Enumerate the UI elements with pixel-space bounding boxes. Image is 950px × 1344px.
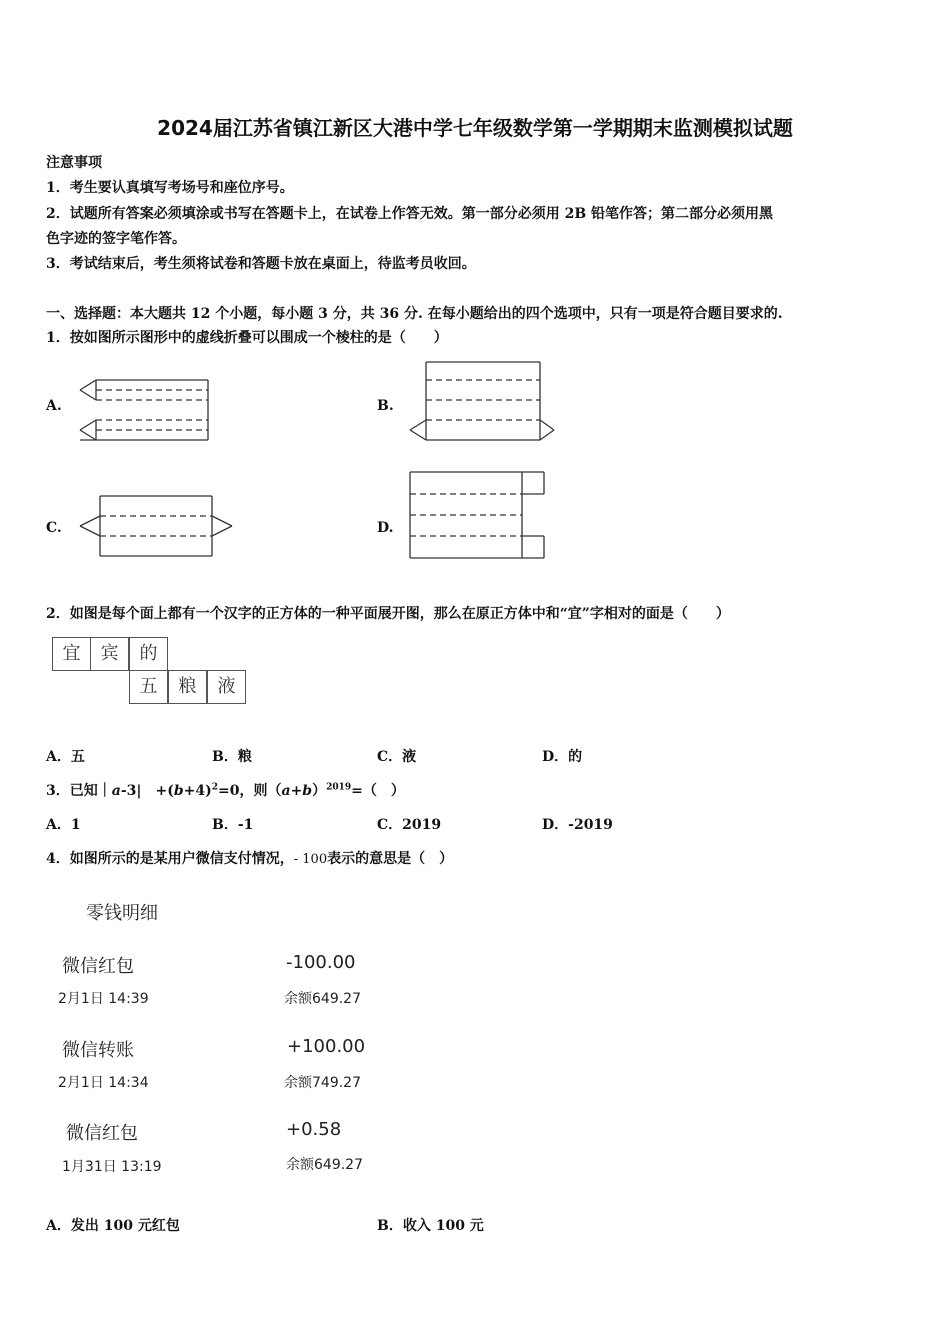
- wechat-row-1-amount: -100.00: [286, 952, 356, 973]
- wechat-row-3-name: 微信红包: [66, 1123, 138, 1144]
- q3-option-b: B．-1: [212, 817, 254, 833]
- q1-stem: 1．按如图所示图形中的虚线折叠可以围成一个棱柱的是（ ）: [46, 330, 448, 346]
- wechat-header: 零钱明细: [86, 903, 158, 924]
- q2-option-b: B．粮: [212, 749, 252, 765]
- wechat-row-2-balance: 余额749.27: [284, 1075, 361, 1091]
- q1-option-d-label: D.: [377, 520, 394, 536]
- q2-option-a: A．五: [46, 749, 85, 765]
- q1-figure-b: [406, 358, 558, 444]
- net-face-2: 宾: [90, 637, 129, 671]
- wechat-row-1-name: 微信红包: [62, 956, 134, 977]
- notice-heading: 注意事项: [46, 155, 102, 171]
- q3-option-d: D．-2019: [542, 817, 613, 833]
- q4-option-b: B．收入 100 元: [377, 1218, 484, 1234]
- notice-item-2-cont: 色字迹的签字笔作答。: [46, 231, 186, 247]
- wechat-row-3-amount: +0.58: [286, 1119, 342, 1140]
- wechat-row-3-balance: 余额649.27: [286, 1157, 363, 1173]
- wechat-row-1-balance: 余额649.27: [284, 991, 361, 1007]
- q2-option-c: C．液: [377, 749, 417, 765]
- wechat-row-3-time: 1月31日 13:19: [62, 1159, 162, 1175]
- net-face-1: 宜: [52, 637, 91, 671]
- wechat-row-1-time: 2月1日 14:39: [58, 991, 149, 1007]
- q2-stem: 2．如图是每个面上都有一个汉字的正方体的一种平面展开图，那么在原正方体中和“宜”字相对的面是（ ）: [46, 606, 730, 622]
- q3-stem: 3．已知｜a-3| $+(b+4)^2=0$，则$(a+b)^{2019}=$（ ）: [46, 782, 405, 799]
- wechat-row-2-amount: +100.00: [287, 1036, 366, 1057]
- q1-option-b-label: B.: [377, 398, 394, 414]
- net-face-4: 五: [129, 670, 168, 704]
- net-face-5: 粮: [168, 670, 207, 704]
- q2-option-d: D．的: [542, 749, 583, 765]
- q3-option-c: C．2019: [377, 817, 442, 833]
- section-heading: 一、选择题：本大题共 12 个小题，每小题 3 分，共 36 分. 在每小题给出的四个选项中，只有一项是符合题目要求的.: [46, 306, 783, 322]
- net-face-3: 的: [129, 637, 168, 671]
- notice-item-1: 1．考生要认真填写考场号和座位序号。: [46, 180, 294, 196]
- q4-stem: 4．如图所示的是某用户微信支付情况，- 100表示的意思是（ ）: [46, 851, 454, 867]
- net-face-6: 液: [207, 670, 246, 704]
- wechat-row-2-name: 微信转账: [62, 1040, 134, 1061]
- q3-option-a: A．1: [46, 817, 81, 833]
- q4-option-a: A．发出 100 元红包: [46, 1218, 180, 1234]
- page-title: 2024届江苏省镇江新区大港中学七年级数学第一学期期末监测模拟试题: [157, 116, 793, 140]
- wechat-row-2-time: 2月1日 14:34: [58, 1075, 149, 1091]
- notice-item-3: 3．考试结束后，考生须将试卷和答题卡放在桌面上，待监考员收回。: [46, 256, 476, 272]
- q1-figure-d: [406, 468, 550, 562]
- q1-figure-c: [76, 492, 236, 560]
- q1-option-a-label: A.: [46, 398, 62, 414]
- q1-figure-a: [76, 376, 216, 444]
- q1-option-c-label: C.: [46, 520, 62, 536]
- notice-item-2: 2．试题所有答案必须填涂或书写在答题卡上，在试卷上作答无效。第一部分必须用 2B 铅笔作答；第二部分必须用黑: [46, 206, 774, 222]
